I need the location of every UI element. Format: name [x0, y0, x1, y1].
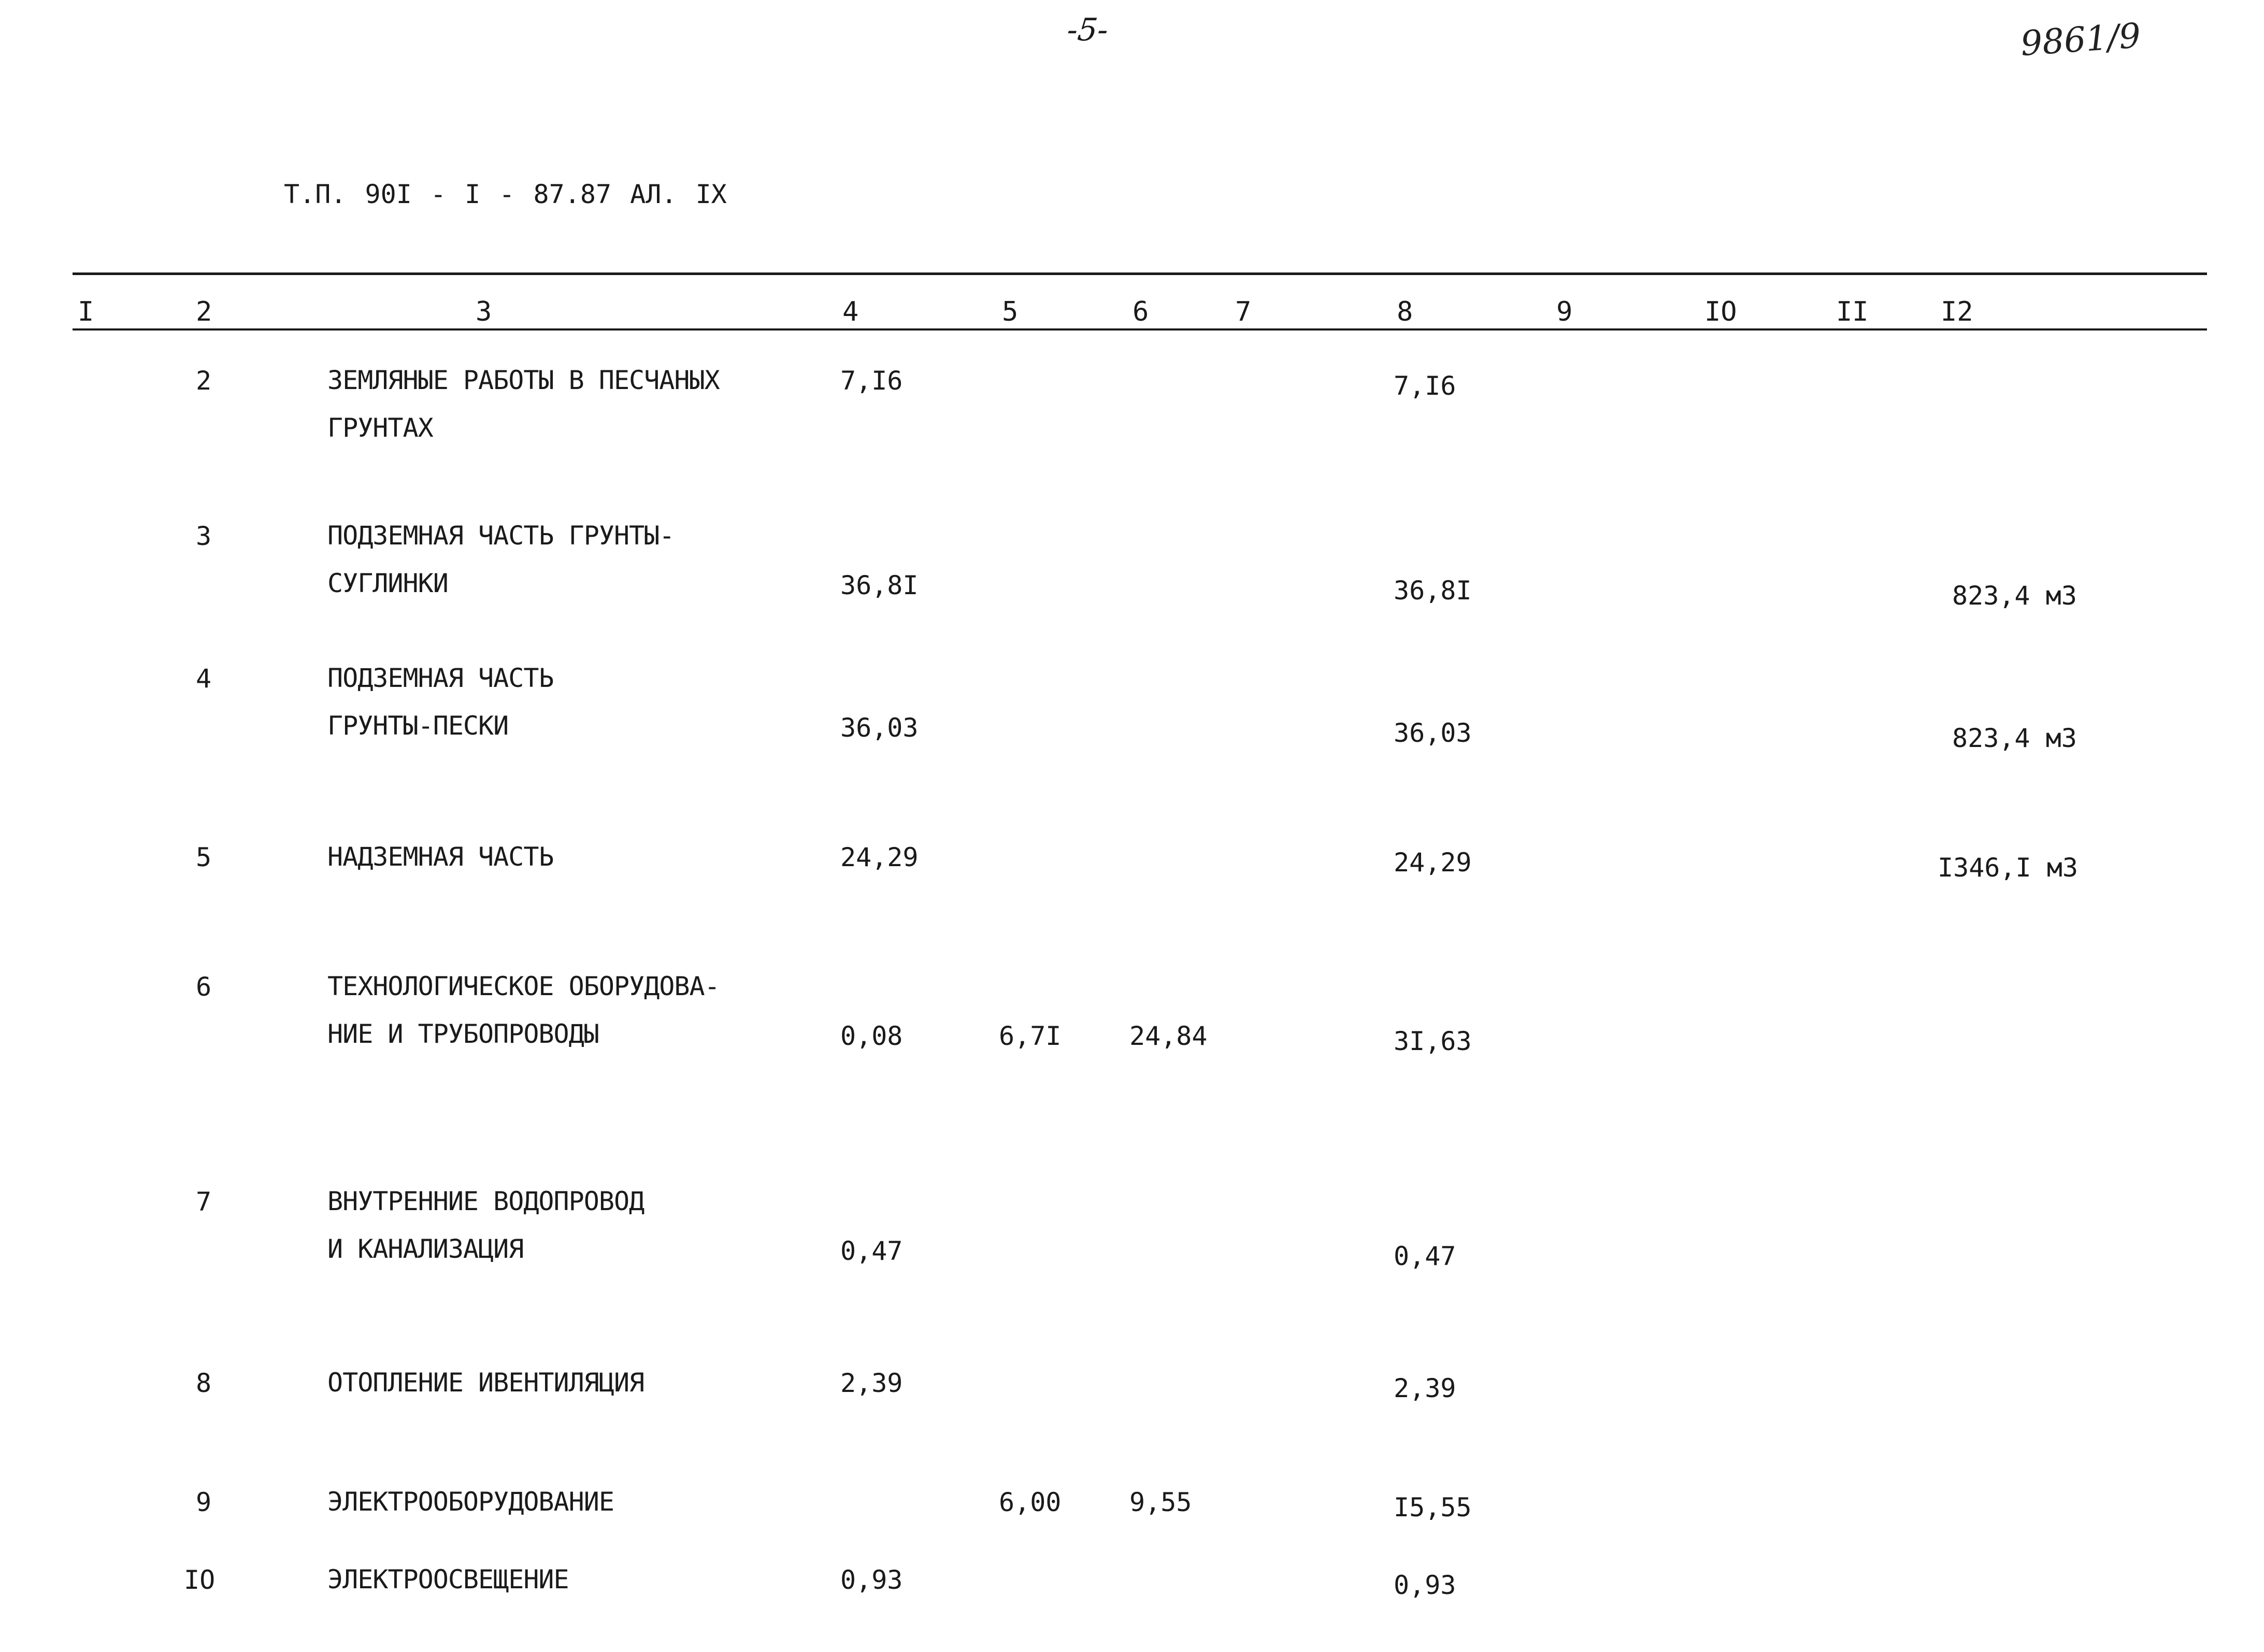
- work-item-name: ЗЕМЛЯНЫЕ РАБОТЫ В ПЕСЧАНЫХ ГРУНТАХ: [327, 365, 720, 443]
- row-number: 6: [196, 972, 212, 1002]
- column-header-10: IO: [1704, 296, 1737, 327]
- value-col-4: 0,47: [840, 1236, 903, 1266]
- document-reference: Т.П. 90I - I - 87.87 АЛ. IX: [284, 179, 727, 209]
- value-col-4: 36,03: [840, 713, 919, 743]
- work-item-name: ВНУТРЕННИЕ ВОДОПРОВОД И КАНАЛИЗАЦИЯ: [327, 1186, 644, 1264]
- work-item-name: ЭЛЕКТРООСВЕЩЕНИЕ: [327, 1564, 569, 1594]
- value-col-8: 3I,63: [1394, 1026, 1472, 1056]
- work-item-name: НАДЗЕМНАЯ ЧАСТЬ: [327, 842, 554, 872]
- row-number: 8: [196, 1368, 212, 1398]
- row-number: 3: [196, 521, 212, 551]
- value-col-8: 2,39: [1394, 1373, 1456, 1403]
- column-header-8: 8: [1397, 296, 1413, 327]
- value-col-5: 6,00: [999, 1487, 1062, 1517]
- column-header-7: 7: [1235, 296, 1252, 327]
- column-header-4: 4: [842, 296, 859, 327]
- value-col-4: 7,I6: [840, 366, 903, 396]
- value-col-6: 9,55: [1129, 1487, 1192, 1517]
- row-number: 9: [196, 1487, 212, 1517]
- value-col-4: 0,93: [840, 1565, 903, 1595]
- value-col-8: 36,8I: [1394, 576, 1472, 606]
- value-col-4: 24,29: [840, 842, 919, 872]
- value-col-12: 823,4 м3: [1952, 723, 2077, 753]
- header-bottom-rule: [73, 328, 2207, 331]
- work-item-name: ПОДЗЕМНАЯ ЧАСТЬ ГРУНТЫ-ПЕСКИ: [327, 663, 554, 741]
- row-number: 2: [196, 366, 212, 396]
- row-number: 5: [196, 842, 212, 872]
- work-item-name: ПОДЗЕМНАЯ ЧАСТЬ ГРУНТЫ- СУГЛИНКИ: [327, 521, 675, 598]
- value-col-8: 36,03: [1394, 718, 1472, 748]
- value-col-12: I346,I м3: [1938, 853, 2078, 883]
- row-number: IO: [184, 1565, 216, 1595]
- table-top-rule: [73, 272, 2207, 275]
- row-number: 7: [196, 1187, 212, 1217]
- value-col-12: 823,4 м3: [1952, 581, 2077, 611]
- value-col-4: 0,08: [840, 1021, 903, 1051]
- column-header-1: I: [78, 296, 94, 327]
- column-header-5: 5: [1002, 296, 1019, 327]
- column-header-9: 9: [1556, 296, 1573, 327]
- column-header-12: I2: [1941, 296, 1973, 327]
- archive-stamp: 9861/9: [2019, 15, 2142, 64]
- work-item-name: ЭЛЕКТРООБОРУДОВАНИЕ: [327, 1487, 614, 1517]
- work-item-name: ОТОПЛЕНИЕ ИВЕНТИЛЯЦИЯ: [327, 1368, 644, 1398]
- value-col-8: 0,47: [1394, 1241, 1456, 1271]
- value-col-4: 2,39: [840, 1368, 903, 1398]
- value-col-8: 24,29: [1394, 847, 1472, 878]
- column-header-6: 6: [1133, 296, 1149, 327]
- value-col-8: I5,55: [1394, 1492, 1472, 1522]
- work-item-name: ТЕХНОЛОГИЧЕСКОЕ ОБОРУДОВА- НИЕ И ТРУБОПРОВОДЫ: [327, 971, 720, 1049]
- value-col-8: 7,I6: [1394, 371, 1456, 401]
- value-col-4: 36,8I: [840, 570, 919, 600]
- value-col-6: 24,84: [1129, 1021, 1208, 1051]
- row-number: 4: [196, 664, 212, 694]
- value-col-8: 0,93: [1394, 1570, 1456, 1600]
- column-header-11: II: [1836, 296, 1869, 327]
- column-header-2: 2: [196, 296, 212, 327]
- column-header-3: 3: [476, 296, 492, 327]
- page-number: -5-: [1065, 12, 1110, 48]
- value-col-5: 6,7I: [999, 1021, 1062, 1051]
